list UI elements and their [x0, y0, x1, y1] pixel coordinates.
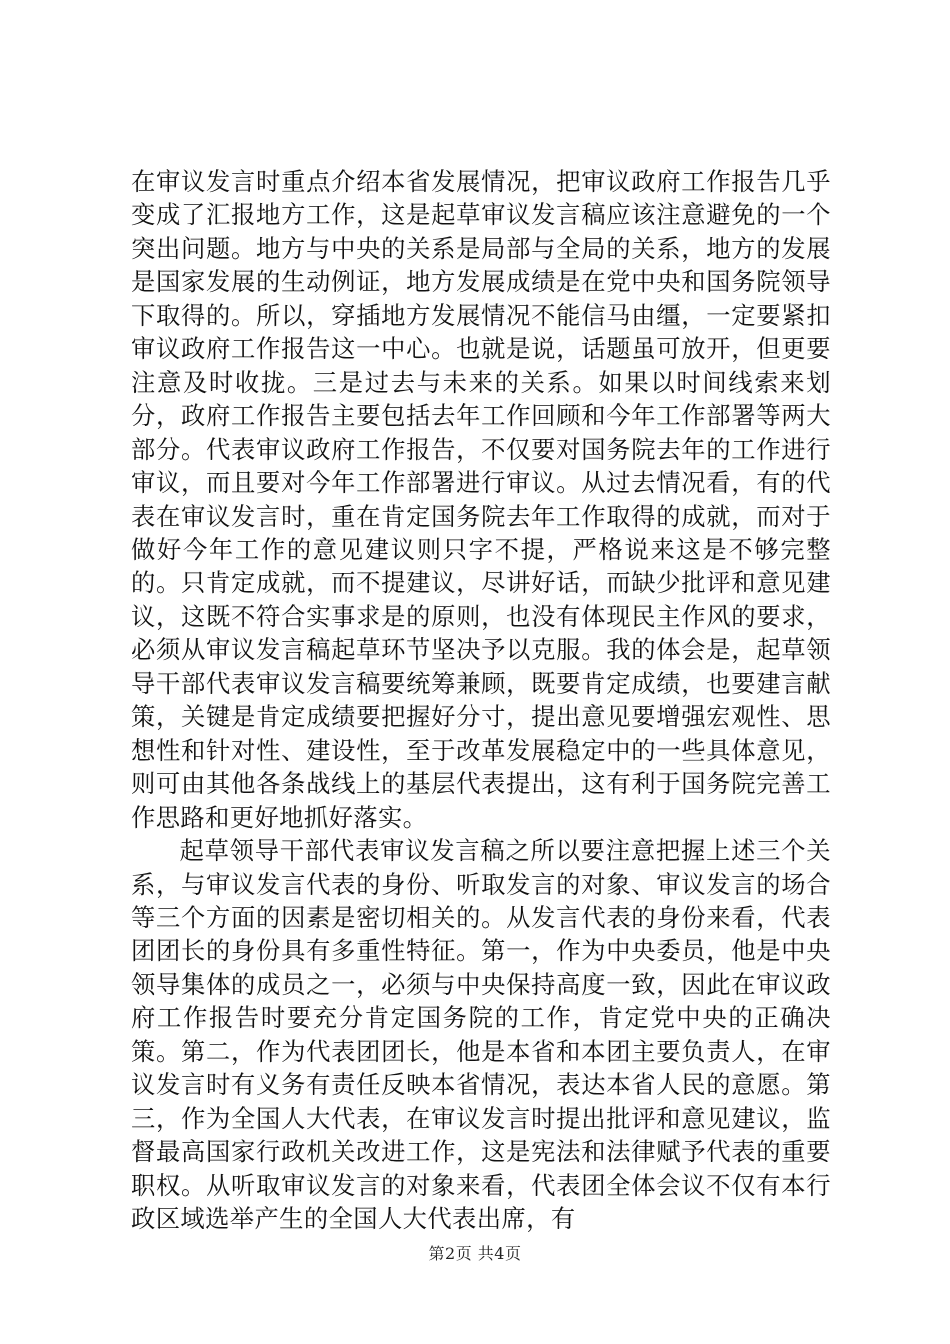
- paragraph-second: 起草领导干部代表审议发言稿之所以要注意把握上述三个关系，与审议发言代表的身份、听取发言的对象、审议发言的场合等三个方面的因素是密切相关的。从发言代表的身份来看，代表团团长的身份具有多重性特征。第一，作为中央委员，他是中央领导集体的成员之一，必须与中央保持高度一致，因此在审议政府工作报告时要充分肯定国务院的工作，肯定党中央的正确决策。第二，作为代表团团长，他是本省和本团主要负责人，在审议发言时有义务有责任反映本省情况，表达本省人民的意愿。第三，作为全国人大代表，在审议发言时提出批评和意见建议，监督最高国家行政机关改进工作，这是宪法和法律赋予代表的重要职权。从听取审议发言的对象来看，代表团全体会议不仅有本行政区域选举产生的全国人大代表出席，有: [131, 836, 831, 1234]
- page-footer: [0, 1241, 950, 1264]
- page-number-label: 第2页 共4页: [428, 1244, 522, 1263]
- paragraph-continuation: 在审议发言时重点介绍本省发展情况，把审议政府工作报告几乎变成了汇报地方工作，这是起草审议发言稿应该注意避免的一个突出问题。地方与中央的关系是局部与全局的关系，地方的发展是国家发展的生动例证，地方发展成绩是在党中央和国务院领导下取得的。所以，穿插地方发展情况不能信马由缰，一定要紧扣审议政府工作报告这一中心。也就是说，话题虽可放开，但更要注意及时收拢。三是过去与未来的关系。如果以时间线索来划分，政府工作报告主要包括去年工作回顾和今年工作部署等两大部分。代表审议政府工作报告，不仅要对国务院去年的工作进行审议，而且要对今年工作部署进行审议。从过去情况看，有的代表在审议发言时，重在肯定国务院去年工作取得的成就，而对于做好今年工作的意见建议则只字不提，严格说来这是不够完整的。只肯定成就，而不提建议，尽讲好话，而缺少批评和意见建议，这既不符合实事求是的原则，也没有体现民主作风的要求，必须从审议发言稿起草环节坚决予以克服。我的体会是，起草领导干部代表审议发言稿要统筹兼顾，既要肯定成绩，也要建言献策，关键是肯定成绩要把握好分寸，提出意见要增强宏观性、思想性和针对性、建设性，至于改革发展稳定中的一些具体意见，则可由其他各条战线上的基层代表提出，这有利于国务院完善工作思路和更好地抓好落实。: [131, 167, 831, 832]
- document-body: [131, 165, 831, 1236]
